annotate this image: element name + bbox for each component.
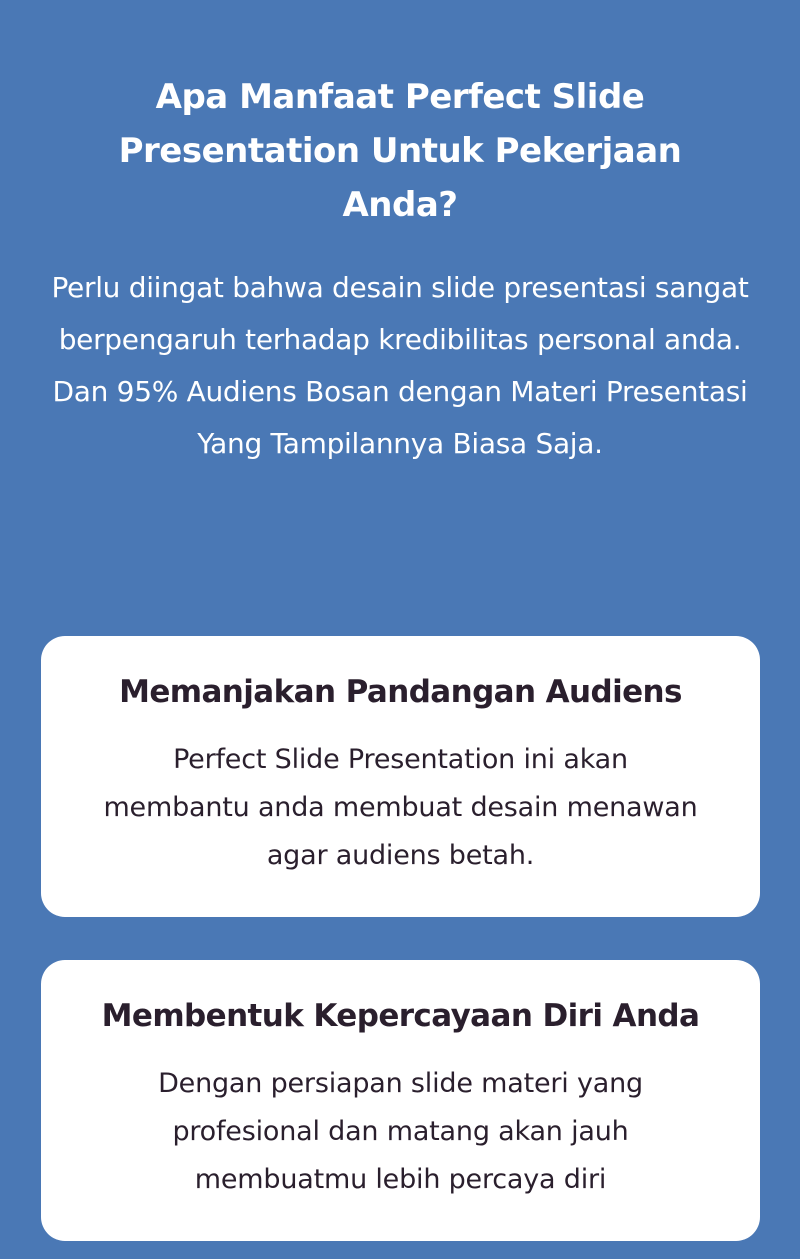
section-title: Apa Manfaat Perfect Slide Presentation Untuk Pekerjaan Anda? [118, 77, 682, 225]
benefit-card-title: Membentuk Kepercayaan Diri Anda [101, 998, 700, 1034]
benefit-card-audience [41, 636, 760, 917]
benefit-card-title: Memanjakan Pandangan Audiens [119, 674, 682, 710]
benefit-card-body: Dengan persiapan slide materi yang profesional dan matang akan jauh membuatmu lebih percaya diri [158, 1068, 643, 1195]
benefit-card-body: Perfect Slide Presentation ini akan membantu anda membuat desain menawan agar audiens betah. [103, 744, 698, 871]
benefit-card-confidence [41, 960, 760, 1241]
section-description: Perlu diingat bahwa desain slide presentasi sangat berpengaruh terhadap kredibilitas personal anda. Dan 95% Audiens Bosan dengan Materi Presentasi Yang Tampilannya Biasa Saja. [51, 271, 749, 460]
